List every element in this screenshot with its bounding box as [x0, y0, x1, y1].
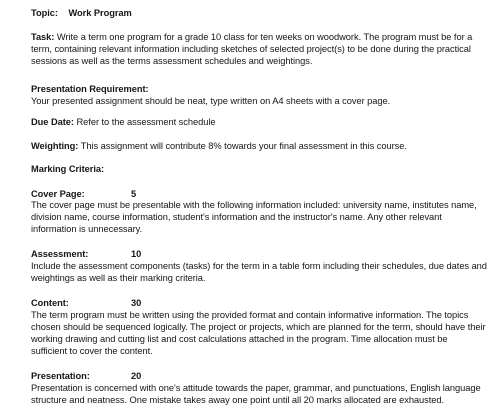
presentation-requirement-heading: Presentation Requirement:	[31, 84, 149, 94]
topic-label: Topic:	[31, 8, 58, 18]
task-line-1	[31, 31, 472, 43]
criterion-label: Content:	[31, 298, 69, 308]
criterion-score: 20	[131, 371, 142, 381]
topic-value: Work Program	[68, 8, 132, 18]
marking-criteria-heading: Marking Criteria:	[31, 164, 105, 174]
due-date-value: Refer to the assessment schedule	[76, 117, 216, 127]
criterion-content-header	[31, 297, 211, 309]
task-line-3	[31, 55, 312, 67]
criterion-label: Presentation:	[31, 371, 90, 381]
criterion-score: 30	[131, 298, 142, 308]
criterion-text-line: weightings as well as their marking criteria.	[31, 273, 206, 283]
criterion-text-line: division name, course information, student's information and the instructor's name. Any other relevant	[31, 212, 442, 222]
criterion-text-line: sufficient to cover the content.	[31, 346, 153, 356]
criterion-text-line: chosen should be sequenced logically. The project or projects, which are planned for the term, should have their	[31, 322, 486, 332]
due-date-line	[31, 116, 215, 128]
task-text-3: sessions as well as the terms assessment schedules and weightings.	[31, 56, 313, 66]
criterion-text-line: working drawing and cutting list and cost calculations attached in the program. Time allocation must be	[31, 334, 448, 344]
criterion-text-line: The cover page must be presentable with the following information included: university name, institutes name,	[31, 200, 477, 210]
task-label: Task:	[31, 32, 55, 42]
criterion-presentation-header	[31, 370, 211, 382]
criterion-assessment-header	[31, 248, 211, 260]
weighting-value: This assignment will contribute 8% towards your final assessment in this course.	[80, 141, 407, 151]
criterion-score: 10	[131, 249, 142, 259]
criterion-text-line: The term program must be written using the provided format and contain informative information. The topics	[31, 310, 469, 320]
topic-line	[31, 7, 132, 19]
presentation-requirement-body: Your presented assignment should be neat, type written on A4 sheets with a cover page.	[31, 96, 391, 106]
criterion-text-line: Include the assessment components (tasks) for the term in a table form including their schedules, due dates and	[31, 261, 487, 271]
weighting-line	[31, 140, 407, 152]
criterion-label: Cover Page:	[31, 189, 85, 199]
due-date-label: Due Date:	[31, 117, 74, 127]
task-text-2: term, containing relevant information including sketches of selected project(s) to be done during the practical	[31, 44, 471, 54]
task-line-2	[31, 43, 471, 55]
task-text-1: Write a term one program for a grade 10 class for ten weeks on woodwork. The program must be for a	[56, 32, 473, 42]
criterion-label: Assessment:	[31, 249, 89, 259]
criterion-text-line: Presentation is concerned with one's attitude towards the paper, grammar, and punctuations, English language	[31, 383, 481, 393]
weighting-label: Weighting:	[31, 141, 79, 151]
criterion-text-line: information is unnecessary.	[31, 224, 143, 234]
criterion-text-line: structure and neatness. One mistake takes away one point until all 20 marks allocated are exhausted.	[31, 395, 445, 405]
criterion-score: 5	[131, 189, 137, 199]
